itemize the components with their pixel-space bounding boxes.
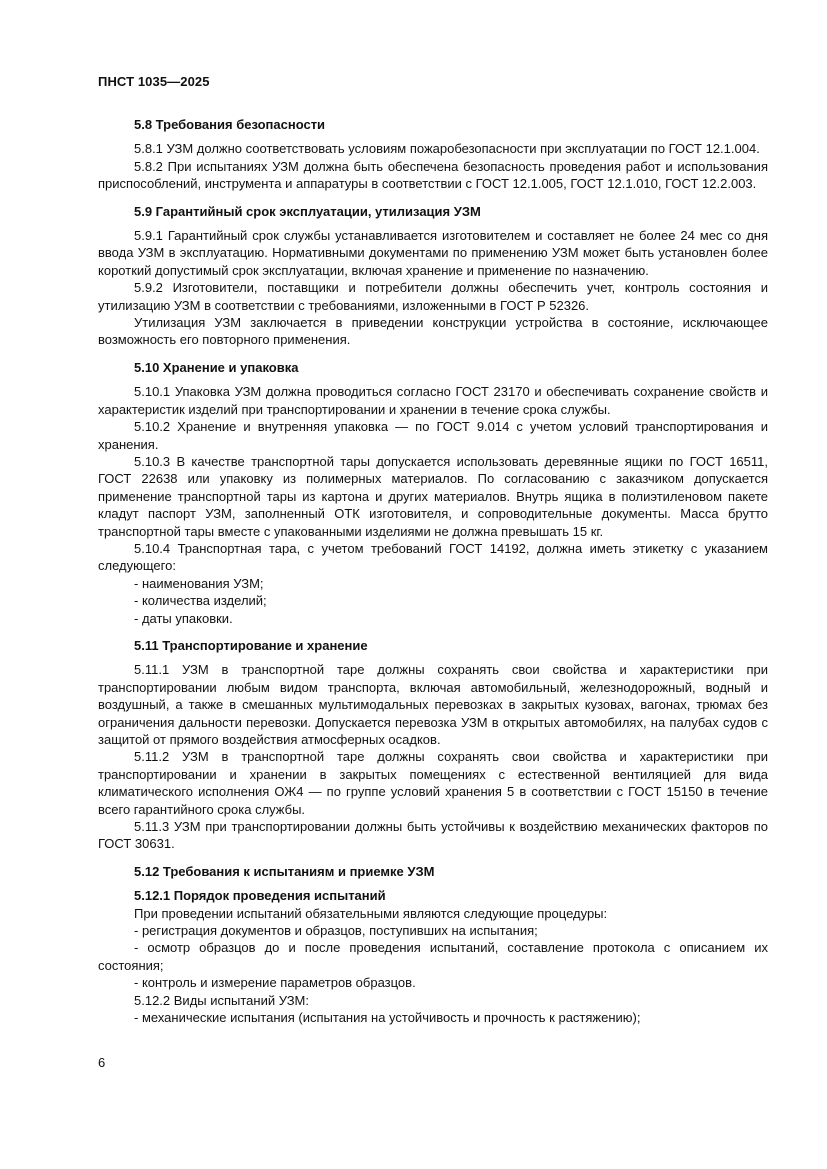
paragraph-5-8-1: 5.8.1 УЗМ должно соответствовать условиям пожаробезопасности при эксплуатации по ГОСТ 12.1.004. [134,141,760,157]
document-body [98,116,768,1027]
list-item: - количества изделий; [134,593,267,609]
page-number: 6 [98,1055,106,1070]
list-item: - регистрация документов и образцов, поступивших на испытания; [134,923,538,939]
document-header: ПНСТ 1035—2025 [98,74,210,89]
paragraph-5-9-1: 5.9.1 Гарантийный срок службы устанавливается изготовителем и составляет не более 24 мес со дня ввода УЗМ в эксплуатацию. Нормативными документами по применению УЗМ может быть установлен более короткий допустимый срок эксплуатации, включая хранение и применение по назначению. [98,228,768,278]
paragraph-5-11-1: 5.11.1 УЗМ в транспортной таре должны сохранять свои свойства и характеристики при транспортировании любым видом транспорта, включая автомобильный, железнодорожный, водный и воздушный, а также в смешанных мультимодальных перевозках в закрытых кузовах, вагонах, трюмах без ограничения дальности перевозки. Допускается перевозка УЗМ в открытых автомобилях, на палубах судов с защитой от прямого воздействия атмосферных осадков. [98,662,768,747]
paragraph-5-9-2: 5.9.2 Изготовители, поставщики и потребители должны обеспечить учет, контроль состояния и утилизацию УЗМ в соответствии с требованиями, изложенными в ГОСТ Р 52326. [98,280,768,313]
paragraph-5-11-3: 5.11.3 УЗМ при транспортировании должны быть устойчивы к воздействию механических факторов по ГОСТ 30631. [98,819,768,852]
list-item: - контроль и измерение параметров образцов. [134,975,416,991]
paragraph-5-10-4: 5.10.4 Транспортная тара, с учетом требований ГОСТ 14192, должна иметь этикетку с указанием следующего: [98,540,768,574]
list-item: - даты упаковки. [134,610,233,626]
list-item: - механические испытания (испытания на устойчивость и прочность к растяжению); [134,1010,641,1026]
paragraph-5-10-2: 5.10.2 Хранение и внутренняя упаковка — по ГОСТ 9.014 с учетом условий транспортирования и хранения. [98,419,768,452]
paragraph-5-9-utilization: Утилизация УЗМ заключается в приведении конструкции устройства в состояние, исключающее возможность его повторного применения. [98,315,768,348]
section-heading-5-9: 5.9 Гарантийный срок эксплуатации, утилизация УЗМ [134,203,481,219]
subsection-heading-5-12-1: 5.12.1 Порядок проведения испытаний [134,888,386,904]
list-item: - осмотр образцов до и после проведения испытаний, составление протокола с описанием их состояния; [98,940,768,973]
section-heading-5-12: 5.12 Требования к испытаниям и приемке УЗМ [134,863,435,879]
paragraph-5-10-1: 5.10.1 Упаковка УЗМ должна проводиться согласно ГОСТ 23170 и обеспечивать сохранение свойств и характеристик изделий при транспортировании и хранении в течение срока службы. [98,384,768,417]
paragraph-5-11-2: 5.11.2 УЗМ в транспортной таре должны сохранять свои свойства и характеристики при транспортировании и хранении в закрытых помещениях с естественной вентиляцией для вида климатического исполнения ОЖ4 — по группе условий хранения 5 в соответствии с ГОСТ 15150 в течение всего гарантийного срока службы. [98,749,768,817]
section-heading-5-8: 5.8 Требования безопасности [134,117,326,132]
paragraph-5-12-1-intro: При проведении испытаний обязательными являются следующие процедуры: [134,905,608,921]
paragraph-5-12-2: 5.12.2 Виды испытаний УЗМ: [134,992,309,1008]
section-heading-5-11: 5.11 Транспортирование и хранение [134,637,368,653]
paragraph-5-10-3: 5.10.3 В качестве транспортной тары допускается использовать деревянные ящики по ГОСТ 16511, ГОСТ 22638 или упаковку из полимерных материалов. По согласованию с заказчиком допускается применение транспортной тары из картона и других материалов. Внутрь ящика в полиэтиленовом пакете кладут паспорт УЗМ, заполненный ОТК изготовителя, и сопроводительные документы. Масса брутто транспортной тары вместе с упакованными изделиями не должна превышать 15 кг. [98,453,768,539]
list-item: - наименования УЗМ; [134,575,264,591]
section-heading-5-10: 5.10 Хранение и упаковка [134,359,299,375]
paragraph-5-8-2: 5.8.2 При испытаниях УЗМ должна быть обеспечена безопасность проведения работ и использования приспособлений, инструмента и аппаратуры в соответствии с ГОСТ 12.1.005, ГОСТ 12.1.010, ГОСТ 12.2.003. [98,158,768,192]
